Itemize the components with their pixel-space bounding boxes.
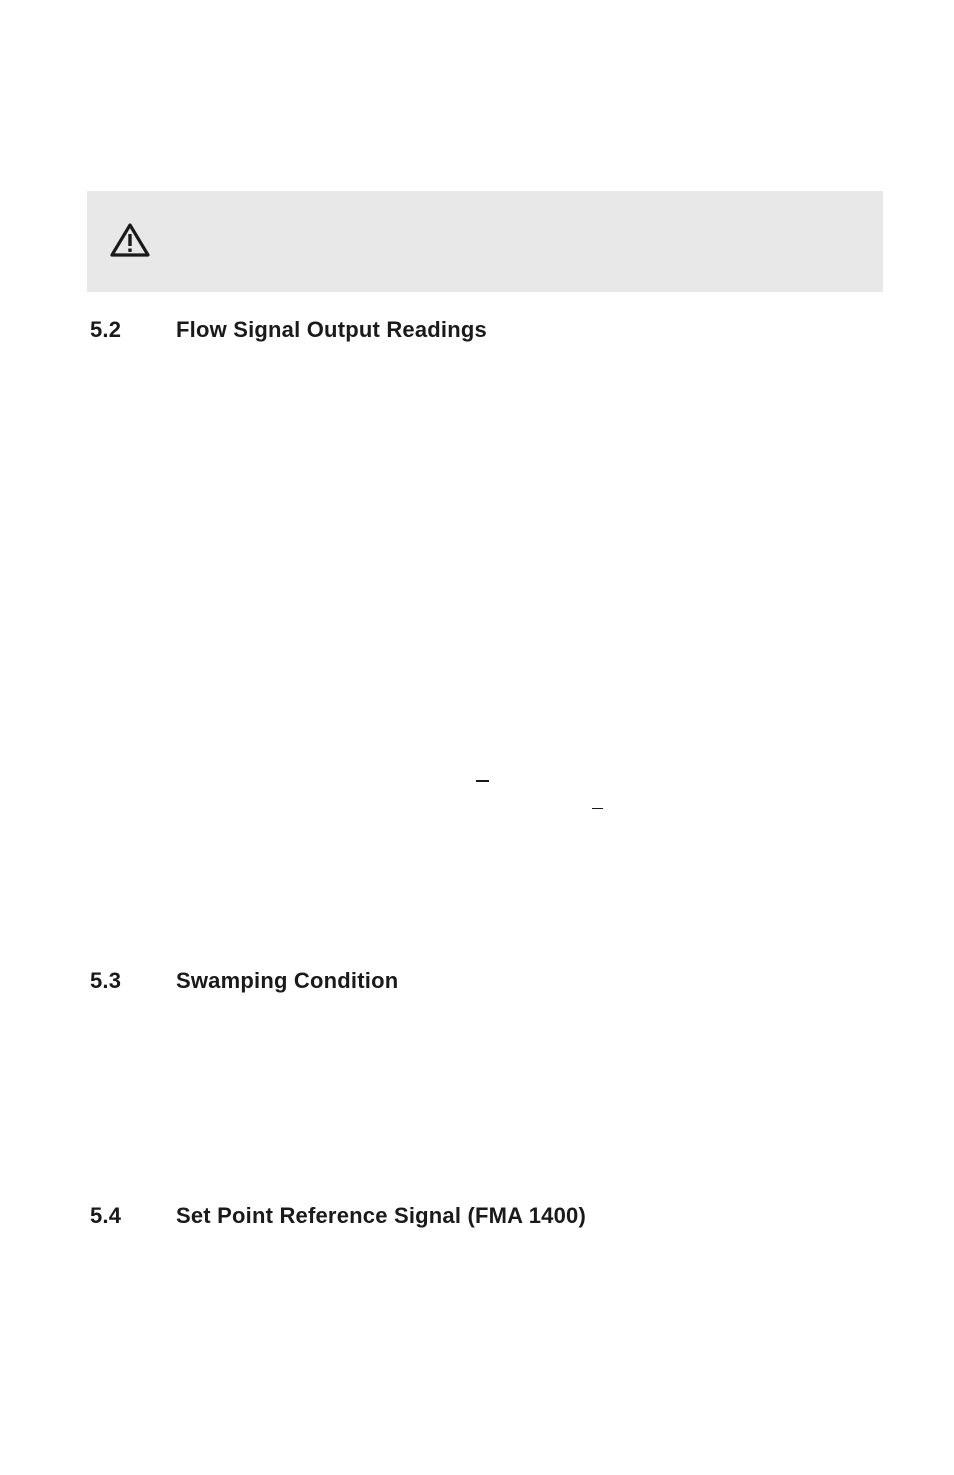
section-number: 5.2 bbox=[90, 317, 122, 342]
plus-minus-underline-mark bbox=[592, 808, 603, 809]
section-heading-5-4 bbox=[90, 1203, 586, 1229]
section-number: 5.4 bbox=[90, 1203, 122, 1228]
warning-callout bbox=[87, 191, 883, 292]
plus-minus-underline-mark bbox=[476, 780, 489, 782]
section-title: Flow Signal Output Readings bbox=[176, 317, 487, 342]
section-title: Set Point Reference Signal (FMA 1400) bbox=[176, 1203, 587, 1228]
section-heading-5-2 bbox=[90, 317, 487, 343]
section-title: Swamping Condition bbox=[176, 968, 399, 993]
section-number: 5.3 bbox=[90, 968, 122, 993]
warning-triangle-icon bbox=[109, 222, 151, 258]
section-heading-5-3 bbox=[90, 968, 398, 994]
